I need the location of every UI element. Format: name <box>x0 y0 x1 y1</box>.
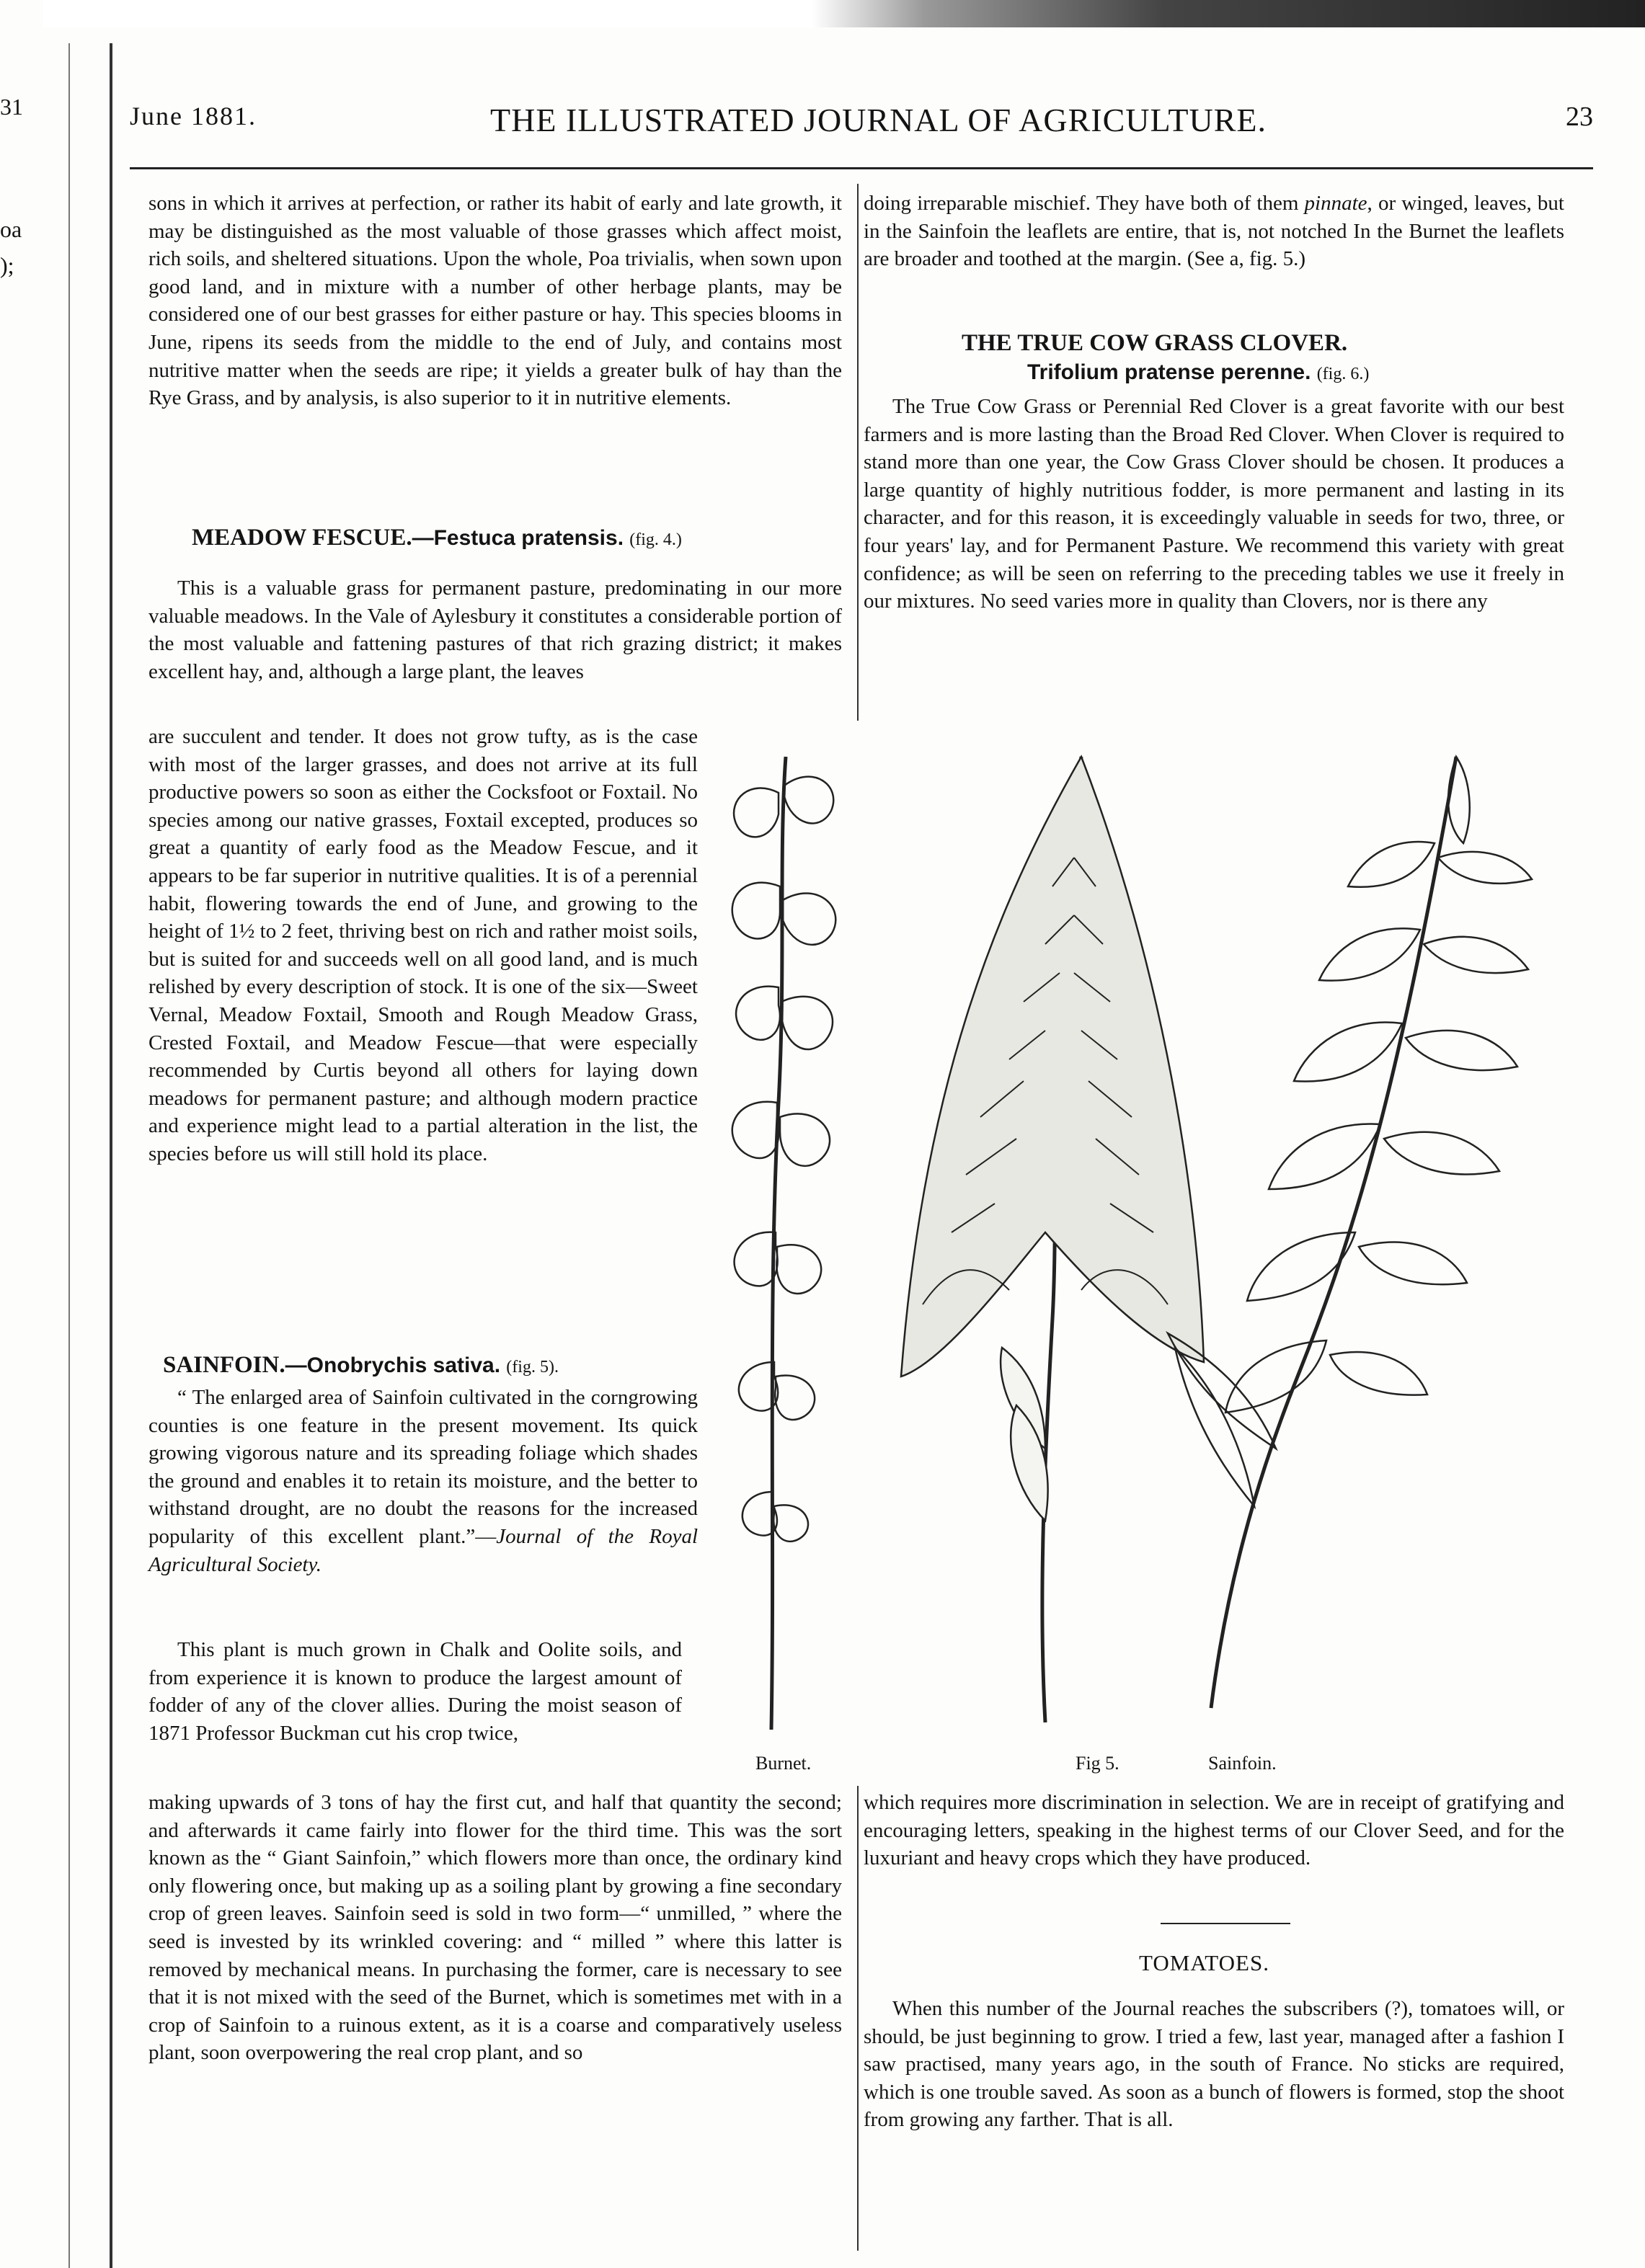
journal-title: THE ILLUSTRATED JOURNAL OF AGRICULTURE. <box>490 102 1267 138</box>
paragraph-sainfoin-quote <box>148 1384 698 1578</box>
heading-cow-grass-clover: THE TRUE COW GRASS CLOVER. <box>962 330 1348 356</box>
caption-sainfoin: Sainfoin. <box>1208 1753 1277 1774</box>
paragraph-poa-trivialis <box>148 190 842 412</box>
latin-name: —Onobrychis sativa. <box>285 1353 501 1377</box>
margin-fragment-1: 31 <box>0 94 23 120</box>
figure-reference: (fig. 4.) <box>629 530 682 549</box>
paragraph-cow-grass-clover: The True Cow Grass or Perennial Red Clover is a great favorite with our best farmers and is more lasting than the Broad Red Clover. When Clover is required to stand more than one year, the Cow Grass Clover should be chosen. It produces a large quantity of highly nutritious fodder, is more permanent and lasting in its character, and for this reason, it is exceedingly valuable in seeds for two, three, or four years' lay, and for Permanent Pasture. We recommend this variety with great confidence; as will be seen on referring to the preceding tables we use it freely in our mixtures. No seed varies more in quality than Clovers, nor is there any <box>864 395 1564 613</box>
quote-source: Journal of the Royal Agricultural Society. <box>148 1524 699 1576</box>
figure-reference: (fig. 6.) <box>1316 365 1370 383</box>
paragraph-meadow-fescue-intro: This is a valuable grass for permanent pasture, predominating in our more valuable meadows. In the Vale of Aylesbury it constitutes a considerable portion of the most valuable and fattening pastures of that rich grazing district; it makes excellent hay, and, although a large plant, the leaves <box>148 577 842 683</box>
sainfoin-leaf-drawing <box>1168 757 1532 1708</box>
latin-name: —Festuca pratensis. <box>412 526 624 550</box>
section-divider-rule <box>1161 1923 1290 1924</box>
margin-fragment-2: oa <box>0 216 22 242</box>
paragraph-pinnate-leaves <box>864 190 1564 273</box>
italic-term: pinnate <box>1304 192 1367 215</box>
caption-figure-number: Fig 5. <box>1076 1753 1119 1774</box>
burnet-plant-drawing <box>732 757 836 1730</box>
latin-name: Trifolium pratense perenne. <box>1027 360 1311 384</box>
caption-burnet: Burnet. <box>755 1753 812 1774</box>
column-divider-top <box>857 184 859 721</box>
header-rule <box>130 167 1593 169</box>
heading-tomatoes: TOMATOES. <box>1139 1950 1269 1975</box>
text-run: doing irreparable mischief. They have both of them <box>864 192 1305 215</box>
quote-text: “ The enlarged area of Sainfoin cultivated in the corngrowing counties is one feature in the present movement. Its quick growing vigorous nature and its spreading foliage which shades the ground and enables it to retain its moisture, and the better to withstand drought, are no doubt the reasons for the increased popularity of this excellent plant.”— <box>148 1386 698 1548</box>
paragraph-sainfoin-soils: This plant is much grown in Chalk and Oolite soils, and from experience it is known to produce the largest amount of fodder of any of the clover allies. During the moist season of 1871 Professor Buckman cut his crop twice, <box>148 1638 682 1745</box>
paragraph-clover-seed-letters: which requires more discrimination in selection. We are in receipt of gratifying and encouraging letters, speaking in the highest terms of our Clover Seed, and for the luxuriant and heavy crops which they have produced. <box>864 1791 1564 1870</box>
page-top-scan-band <box>43 0 1645 27</box>
issue-date: June 1881. <box>130 102 257 130</box>
column-divider-bottom <box>857 1786 859 2251</box>
paragraph-tomatoes: When this number of the Journal reaches the subscribers (?), tomatoes will, or should, be just beginning to grow. I tried a few, last year, managed after a fashion I saw practised, many years ago, in the south of France. No sticks are required, which is one trouble saved. As soon as a bunch of flowers is formed, stop the shoot from growing any farther. That is all. <box>864 1997 1564 2132</box>
sainfoin-flower-spike-drawing <box>901 757 1204 1722</box>
figure-reference: (fig. 5). <box>506 1358 559 1377</box>
heading-meadow-fescue <box>192 525 682 551</box>
page-binding-edge <box>110 43 112 2268</box>
paragraph-sainfoin-seed: making upwards of 3 tons of hay the first cut, and half that quantity the second; and afterwards it came fairly into flower for the third time. This was the sort known as the “ Giant Sainfoin,” which flowers more than once, the ordinary kind only flowering once, but making up as a soiling plant by growing a fine secondary crop of green leaves. Sainfoin seed is sold in two form—“ unmilled, ” where the seed is invested by its wrinkled covering: and “ milled ” where this latter is removed by mechanical means. In purchasing the former, care is necessary to see that it is not mixed with the seed of the Burnet, which is sometimes met with in a crop of Sainfoin to a ruinous extent, as it is a coarse and comparatively useless plant, soon overpowering the real crop plant, and so <box>148 1791 842 2065</box>
page-number: 23 <box>1566 102 1593 132</box>
text-run: , or winged, leaves, but in the Sainfoin the leaflets are entire, that is, not notched In the Burnet the leaflets are broader and toothed at the margin. (See a, fig. 5.) <box>864 192 1564 271</box>
text-run: sons in which it arrives at perfection, or rather its habit of early and late growth, it may be distinguished as the most valuable of those grasses which affect moist, rich soils, and sheltered situations. Upon the whole, Poa trivialis, when sown upon good land, and in mixture with a number of other herbage plants, may be considered one of our best grasses for either pasture or hay. This species blooms in June, ripens its seeds from the middle to the end of July, and contains most nutritive matter when the seeds are ripe; it yields a greater bulk of hay than the Rye Grass, and by analysis, is also superior to it in nutritive elements. <box>148 192 842 410</box>
heading-text: MEADOW FESCUE. <box>192 525 412 551</box>
running-header <box>130 101 1593 144</box>
margin-fragment-3: ); <box>0 252 14 278</box>
binding-shadow-line <box>68 43 70 2268</box>
paragraph-meadow-fescue-detail: are succulent and tender. It does not grow tufty, as is the case with most of the larger grasses, and does not arrive at its full productive powers so soon as either the Cocksfoot or Foxtail. No species among our native grasses, Foxtail excepted, produces so great a quantity of early food as the Meadow Fescue, and it appears to be far superior in nutritive qualities. It is of a perennial habit, flowering towards the end of June, and growing to the height of 1½ to 2 feet, thriving best on rich and rather moist soils, but is suited for and succeeds well on all good land, and is much relished by every description of stock. It is one of the six—Sweet Vernal, Meadow Foxtail, Smooth and Rough Meadow Grass, Crested Foxtail, and Meadow Fescue—that were especially recommended by Curtis beyond all others for laying down meadows for permanent pasture; and although modern practice and experience might lead to a partial alteration in the list, the species before us will still hold its place. <box>148 725 698 1165</box>
figure-5-illustration <box>706 728 1564 1766</box>
heading-sainfoin <box>163 1352 559 1379</box>
heading-text: SAINFOIN. <box>163 1352 285 1378</box>
subheading-clover-latin <box>1027 359 1369 386</box>
